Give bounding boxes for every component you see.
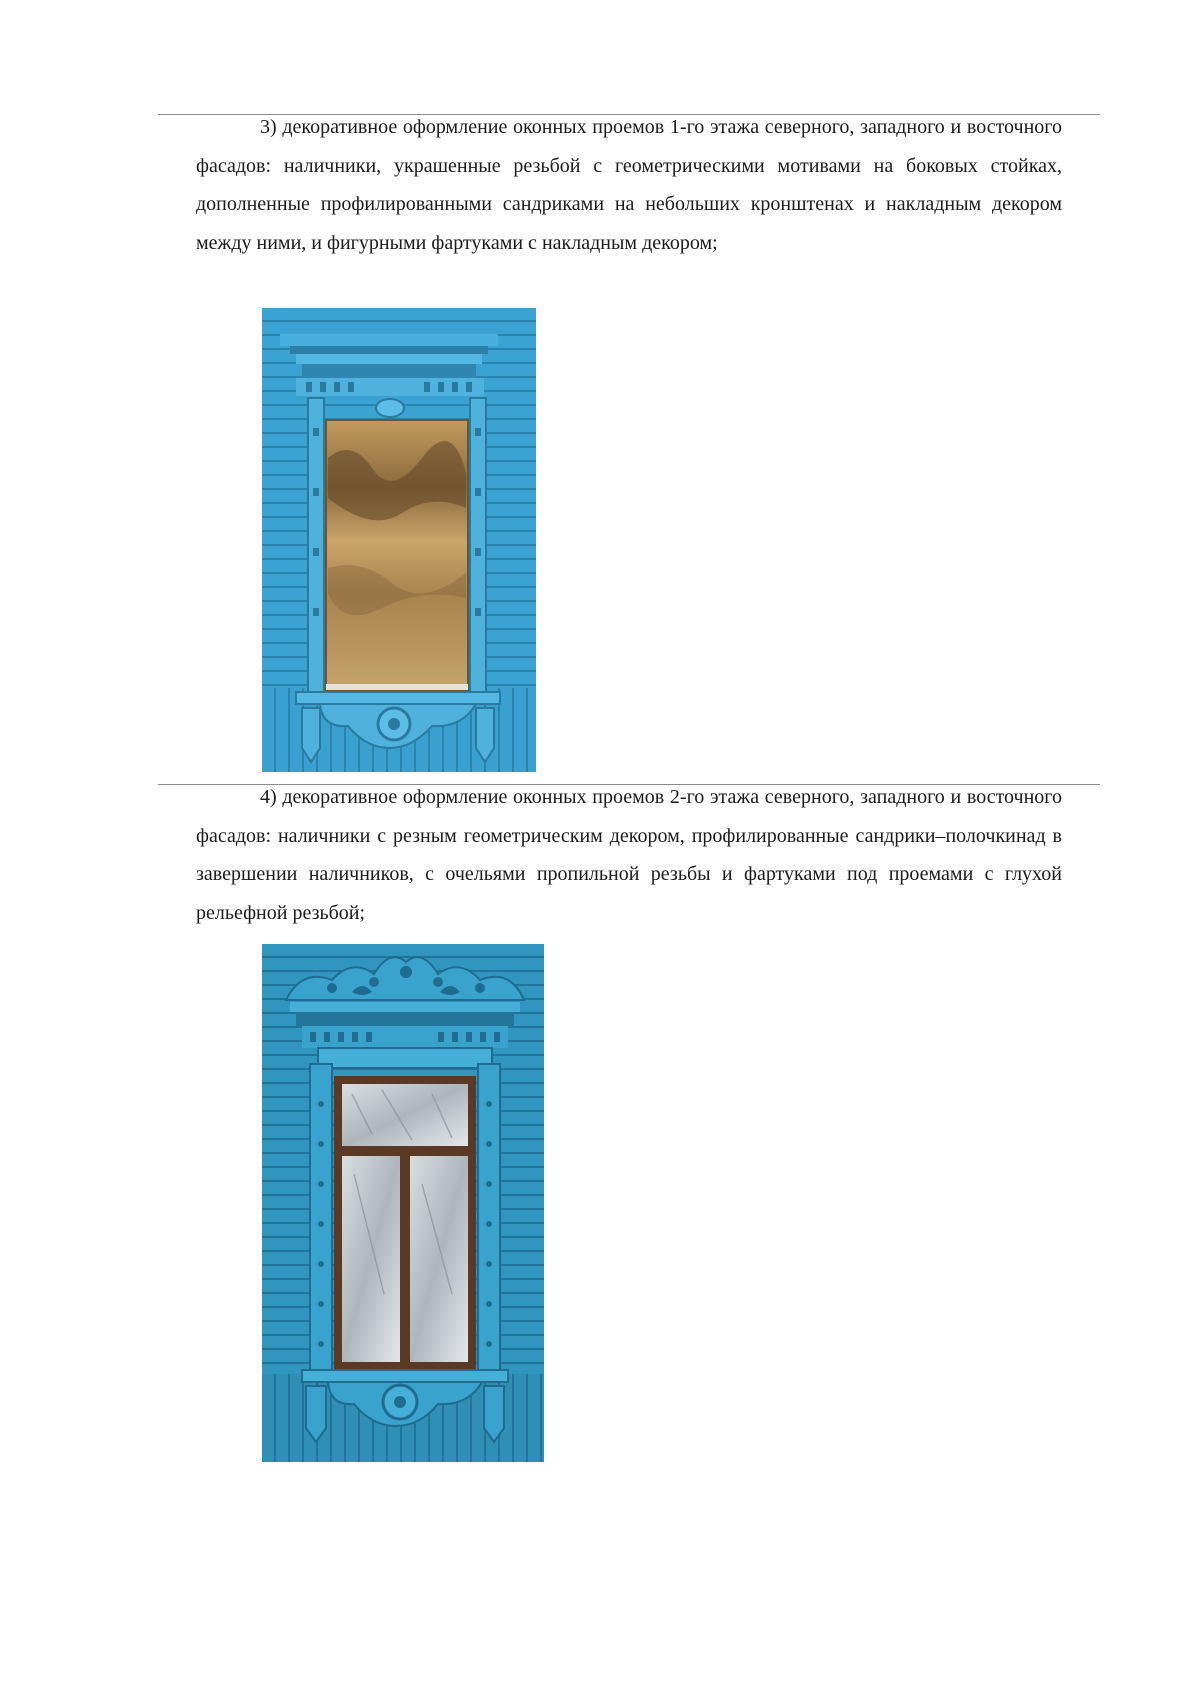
section-4-paragraph: [196, 778, 1062, 932]
window-illustration-2: [262, 944, 544, 1462]
section-3-paragraph: [196, 108, 1062, 262]
section-3-text: декоративное оформление оконных проемов 1-го этажа северного, западного и восточного фасадов: наличники, украшенные резьбой с геометрическими мотивами на боковых стойках, дополненные профилированными сандриками на небольших кронштенах и накладным декором между ними, и фигурными фартуками с накладным декором;: [196, 116, 1062, 254]
photo-first-floor-window: [262, 308, 536, 772]
section-4-number: 4): [260, 786, 277, 808]
photo-second-floor-window: [262, 944, 544, 1462]
window-illustration-1: [262, 308, 536, 772]
section-4-text: декоративное оформление оконных проемов 2-го этажа северного, западного и восточного фасадов: наличники с резным геометрическим декором, профилированные сандрики–полочкинад в завершении наличников, с очельями пропильной резьбы и фартуками под проемами с глухой рельефной резьбой;: [196, 786, 1062, 924]
section-3-number: 3): [260, 116, 277, 138]
